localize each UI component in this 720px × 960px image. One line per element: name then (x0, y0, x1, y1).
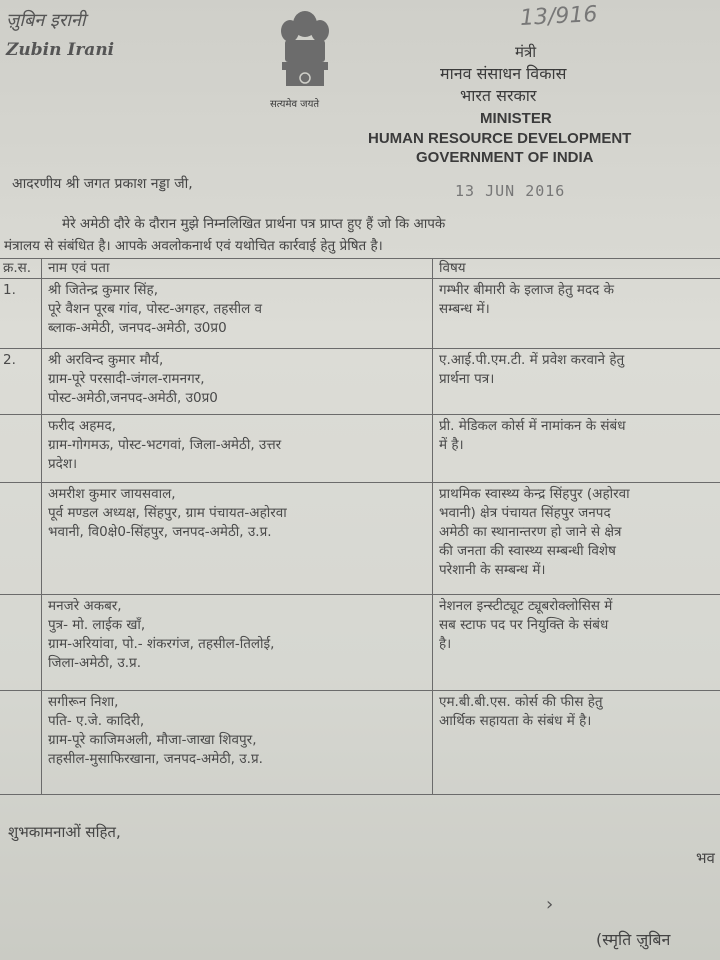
address-line: प्रदेश। (48, 456, 78, 472)
address-line: भवानी, वि0क्षे0-सिंहपुर, जनपद-अमेठी, उ.प्र. (48, 524, 272, 540)
address-line: ग्राम-पूरे परसादी-जंगल-रामनगर, (48, 371, 205, 387)
address-line: पुत्र- मो. लाईक खाँ, (48, 617, 146, 633)
address-line: फरीद अहमद, (48, 418, 116, 434)
subject-line: गम्भीर बीमारी के इलाज हेतु मदद के (439, 282, 615, 298)
address-line: श्री जितेन्द्र कुमार सिंह, (48, 282, 159, 298)
closing: शुभकामनाओं सहित, (8, 823, 121, 841)
header-hindi-1: मंत्री (515, 43, 537, 61)
header-name-address: नाम एवं पता (42, 259, 433, 279)
subject-line: में है। (439, 437, 464, 453)
row-subject (433, 415, 720, 483)
address-line: ग्राम-पूरे काजिमअली, मौजा-जाखा शिवपुर, (48, 732, 257, 748)
address-line: पूर्व मण्डल अध्यक्ष, सिंहपुर, ग्राम पंचायत-अहोरवा (48, 505, 287, 521)
row-subject (433, 691, 720, 795)
address-line: ग्राम-गोगमऊ, पोस्ट-भटगवां, जिला-अमेठी, उत्तर (48, 437, 282, 453)
subject-line: परेशानी के सम्बन्ध में। (439, 562, 546, 578)
row-number: 1. (0, 279, 42, 349)
address-line: पोस्ट-अमेठी,जनपद-अमेठी, उ0प्र0 (48, 390, 218, 406)
row-number (0, 415, 42, 483)
ashoka-emblem-icon (270, 4, 340, 108)
header-english-2: HUMAN RESOURCE DEVELOPMENT (368, 130, 632, 147)
address-line: मनजरे अकबर, (48, 598, 122, 614)
stamp-number: 13/916 (519, 1, 599, 32)
address-line: अमरीश कुमार जायसवाल, (48, 486, 176, 502)
row-subject (433, 595, 720, 691)
top-left-name-hindi: ज़ुबिन इरानी (6, 10, 86, 31)
subject-line: अमेठी का स्थानान्तरण हो जाने से क्षेत्र (439, 524, 622, 540)
address-line: ग्राम-अरियांवा, पो.- शंकरगंज, तहसील-तिलोई, (48, 636, 275, 652)
subject-line: प्राथमिक स्वास्थ्य केन्द्र सिंहपुर (अहोरवा (439, 486, 630, 502)
row-address (42, 483, 433, 595)
subject-line: आर्थिक सहायता के संबंध में है। (439, 713, 592, 729)
row-number (0, 595, 42, 691)
closing-word: भव (696, 849, 715, 867)
subject-line: सब स्टाफ पद पर नियुक्ति के संबंध (439, 617, 609, 633)
subject-line: भवानी) क्षेत्र पंचायत सिंहपुर जनपद (439, 505, 611, 521)
row-address (42, 349, 433, 415)
top-left-name-english: Zubin Irani (6, 40, 115, 60)
header-subject: विषय (433, 259, 720, 279)
subject-line: है। (439, 636, 452, 652)
subject-line: नेशनल इन्स्टीट्यूट ट्यूबरोक्लोसिस में (439, 598, 613, 614)
row-address (42, 279, 433, 349)
intro-line-2: मंत्रालय से संबंधित है। आपके अवलोकनार्थ एवं यथोचित कार्रवाई हेतु प्रेषित है। (4, 238, 383, 254)
row-number (0, 691, 42, 795)
date-stamp: 13 JUN 2016 (455, 182, 566, 200)
header-hindi-2: मानव संसाधन विकास (440, 64, 567, 83)
table-row (0, 415, 720, 483)
address-line: जिला-अमेठी, उ.प्र. (48, 655, 142, 671)
emblem-motto: सत्यमेव जयते (270, 99, 320, 110)
header-english-3: GOVERNMENT OF INDIA (416, 149, 594, 166)
header-hindi-3: भारत सरकार (460, 86, 537, 105)
row-address (42, 595, 433, 691)
subject-line: प्रार्थना पत्र। (439, 371, 495, 387)
row-subject (433, 279, 720, 349)
intro-line-1: मेरे अमेठी दौरे के दौरान मुझे निम्नलिखित प्रार्थना पत्र प्राप्त हुए हैं जो कि आपके (62, 216, 446, 232)
address-line: ब्लाक-अमेठी, जनपद-अमेठी, उ0प्र0 (48, 320, 227, 336)
row-number: 2. (0, 349, 42, 415)
address-line: पति- ए.जे. कादिरी, (48, 713, 145, 729)
row-address (42, 691, 433, 795)
table-row (0, 691, 720, 795)
table-row (0, 595, 720, 691)
salutation: आदरणीय श्री जगत प्रकाश नड्डा जी, (12, 176, 193, 192)
table-row (0, 279, 720, 349)
signature-name: (स्मृति ज़ुबिन (596, 930, 671, 949)
address-line: तहसील-मुसाफिरखाना, जनपद-अमेठी, उ.प्र. (48, 751, 263, 767)
address-line: सगीरून निशा, (48, 694, 119, 710)
row-subject (433, 483, 720, 595)
address-line: पूरे वैशन पूरब गांव, पोस्ट-अगहर, तहसील व (48, 301, 263, 317)
subject-line: प्री. मेडिकल कोर्स में नामांकन के संबंध (439, 418, 626, 434)
address-line: श्री अरविन्द कुमार मौर्य, (48, 352, 164, 368)
header-english-1: MINISTER (480, 110, 552, 127)
table-row (0, 483, 720, 595)
subject-line: एम.बी.बी.एस. कोर्स की फीस हेतु (439, 694, 603, 710)
row-address (42, 415, 433, 483)
subject-line: सम्बन्ध में। (439, 301, 490, 317)
row-subject (433, 349, 720, 415)
row-number (0, 483, 42, 595)
applications-table (0, 258, 720, 795)
signature-mark-icon: › (546, 894, 554, 915)
header-serial: क्र.स. (0, 259, 42, 279)
table-header-row (0, 259, 720, 279)
subject-line: ए.आई.पी.एम.टी. में प्रवेश करवाने हेतु (439, 352, 625, 368)
subject-line: की जनता की स्वास्थ्य सम्बन्धी विशेष (439, 543, 616, 559)
table-row (0, 349, 720, 415)
